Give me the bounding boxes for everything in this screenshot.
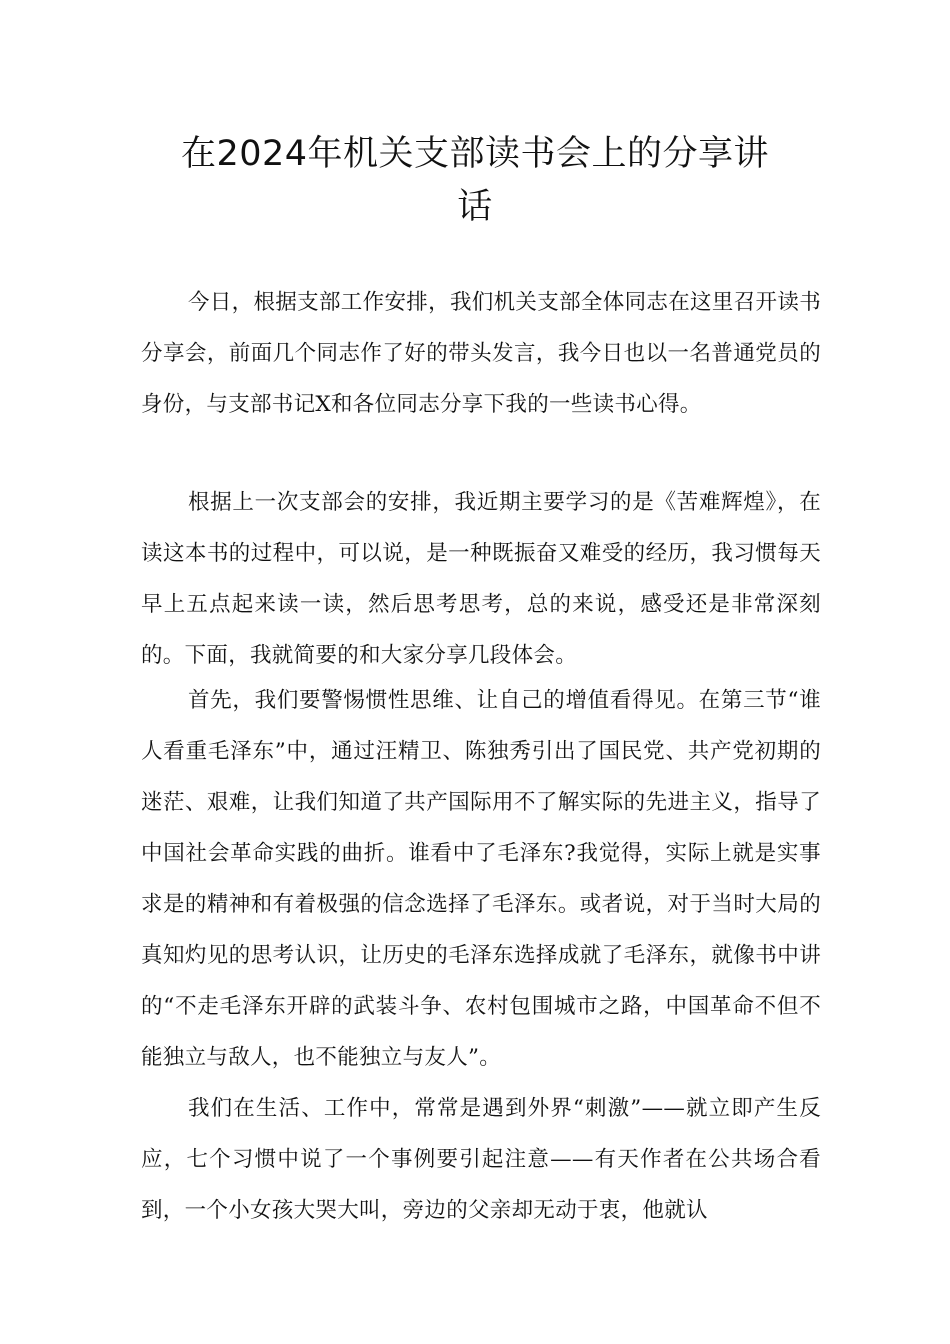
document-title [140,128,810,234]
paragraph-2: 根据上一次支部会的安排，我近期主要学习的是《苦难辉煌》，在读这本书的过程中，可以说，是一种既振奋又难受的经历，我习惯每天早上五点起来读一读，然后思考思考，总的来说，感受还是非常深刻的。下面，我就简要的和大家分享几段体会。 [141,490,821,668]
title-line-1: 在2024年机关支部读书会上的分享讲 [180,134,770,174]
paragraph-4: 我们在生活、工作中，常常是遇到外界“刺激”——就立即产生反应，七个习惯中说了一个事例要引起注意——有天作者在公共场合看到，一个小女孩大哭大叫，旁边的父亲却无动于衷，他就认 [141,1096,821,1223]
paragraph-1: 今日，根据支部工作安排，我们机关支部全体同志在这里召开读书分享会，前面几个同志作了好的带头发言，我今日也以一名普通党员的身份，与支部书记X和各位同志分享下我的一些读书心得。 [141,290,821,417]
title-line-2: 话 [457,187,493,227]
paragraph-3: 首先，我们要警惕惯性思维、让自己的增值看得见。在第三节“谁人看重毛泽东”中，通过汪精卫、陈独秀引出了国民党、共产党初期的迷茫、艰难，让我们知道了共产国际用不了解实际的先进主义，指导了中国社会革命实践的曲折。谁看中了毛泽东?我觉得，实际上就是实事求是的精神和有着极强的信念选择了毛泽东。或者说，对于当时大局的真知灼见的思考认识，让历史的毛泽东选择成就了毛泽东，就像书中讲的“不走毛泽东开辟的武装斗争、农村包围城市之路，中国革命不但不能独立与敌人，也不能独立与友人”。 [141,688,821,1070]
